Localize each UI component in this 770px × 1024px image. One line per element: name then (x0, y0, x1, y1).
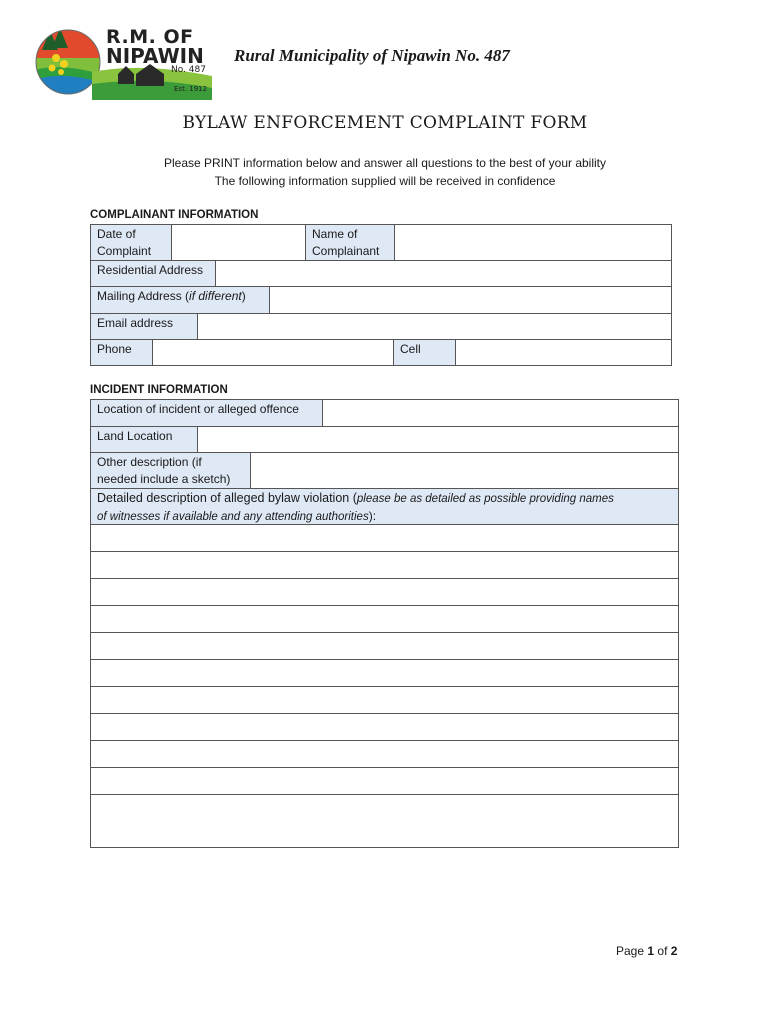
other-description-label: Other description (if needed include a sketch) (91, 453, 251, 488)
logo-line-2: NIPAWIN (106, 44, 204, 68)
other-description-field[interactable] (251, 453, 678, 488)
residential-address-field[interactable] (216, 261, 671, 286)
description-line[interactable] (91, 741, 678, 768)
mailing-address-label: Mailing Address (if different) (91, 287, 270, 313)
instruction-line-1: Please PRINT information below and answer all questions to the best of your ability (163, 156, 606, 170)
description-line[interactable] (91, 660, 678, 687)
row-other-description (91, 453, 678, 489)
description-line[interactable] (91, 795, 678, 821)
detailed-description-block (91, 489, 678, 847)
row-date-name (91, 225, 671, 261)
detailed-description-label: Detailed description of alleged bylaw violation (please be as detailed as possible providing names of witnesses if available and any attending authorities): (91, 489, 678, 525)
phone-field[interactable] (153, 340, 393, 365)
row-phone (91, 340, 671, 365)
description-line[interactable] (91, 552, 678, 579)
description-line[interactable] (91, 525, 678, 552)
complainant-section-heading: COMPLAINANT INFORMATION (90, 209, 259, 221)
incident-location-field[interactable] (323, 400, 678, 426)
logo-number: No. 487 (171, 65, 206, 75)
land-location-field[interactable] (198, 427, 678, 452)
cell-label: Cell (393, 340, 456, 365)
date-of-complaint-label: Date of Complaint (91, 225, 172, 260)
name-of-complainant-field[interactable] (395, 225, 671, 260)
row-residential (91, 261, 671, 287)
row-location (91, 400, 678, 427)
row-land-location (91, 427, 678, 453)
row-mailing (91, 287, 671, 314)
description-line[interactable] (91, 606, 678, 633)
residential-address-label: Residential Address (91, 261, 216, 286)
date-of-complaint-field[interactable] (172, 225, 306, 260)
cell-field[interactable] (456, 340, 671, 365)
row-email (91, 314, 671, 340)
incident-table (90, 399, 679, 848)
page-number: Page 1 of 2 (616, 944, 678, 958)
land-location-label: Land Location (91, 427, 198, 452)
description-line[interactable] (91, 768, 678, 795)
mailing-address-field[interactable] (270, 287, 671, 313)
logo-established: Est. 1912 (174, 85, 208, 93)
form-title: BYLAW ENFORCEMENT COMPLAINT FORM (182, 113, 588, 133)
description-line[interactable] (91, 687, 678, 714)
description-line[interactable] (91, 579, 678, 606)
email-address-field[interactable] (198, 314, 671, 339)
rm-nipawin-logo (34, 24, 212, 100)
municipality-title: Rural Municipality of Nipawin No. 487 (234, 46, 510, 65)
logo-line-1: R.M. OF (106, 26, 194, 48)
incident-location-label: Location of incident or alleged offence (91, 400, 323, 426)
phone-label: Phone (91, 340, 153, 365)
description-line[interactable] (91, 714, 678, 741)
email-address-label: Email address (91, 314, 198, 339)
instruction-line-2: The following information supplied will be received in confidence (214, 174, 556, 188)
description-line[interactable] (91, 633, 678, 660)
name-of-complainant-label: Name of Complainant (306, 225, 395, 260)
incident-section-heading: INCIDENT INFORMATION (90, 384, 228, 396)
complainant-table (90, 224, 672, 366)
